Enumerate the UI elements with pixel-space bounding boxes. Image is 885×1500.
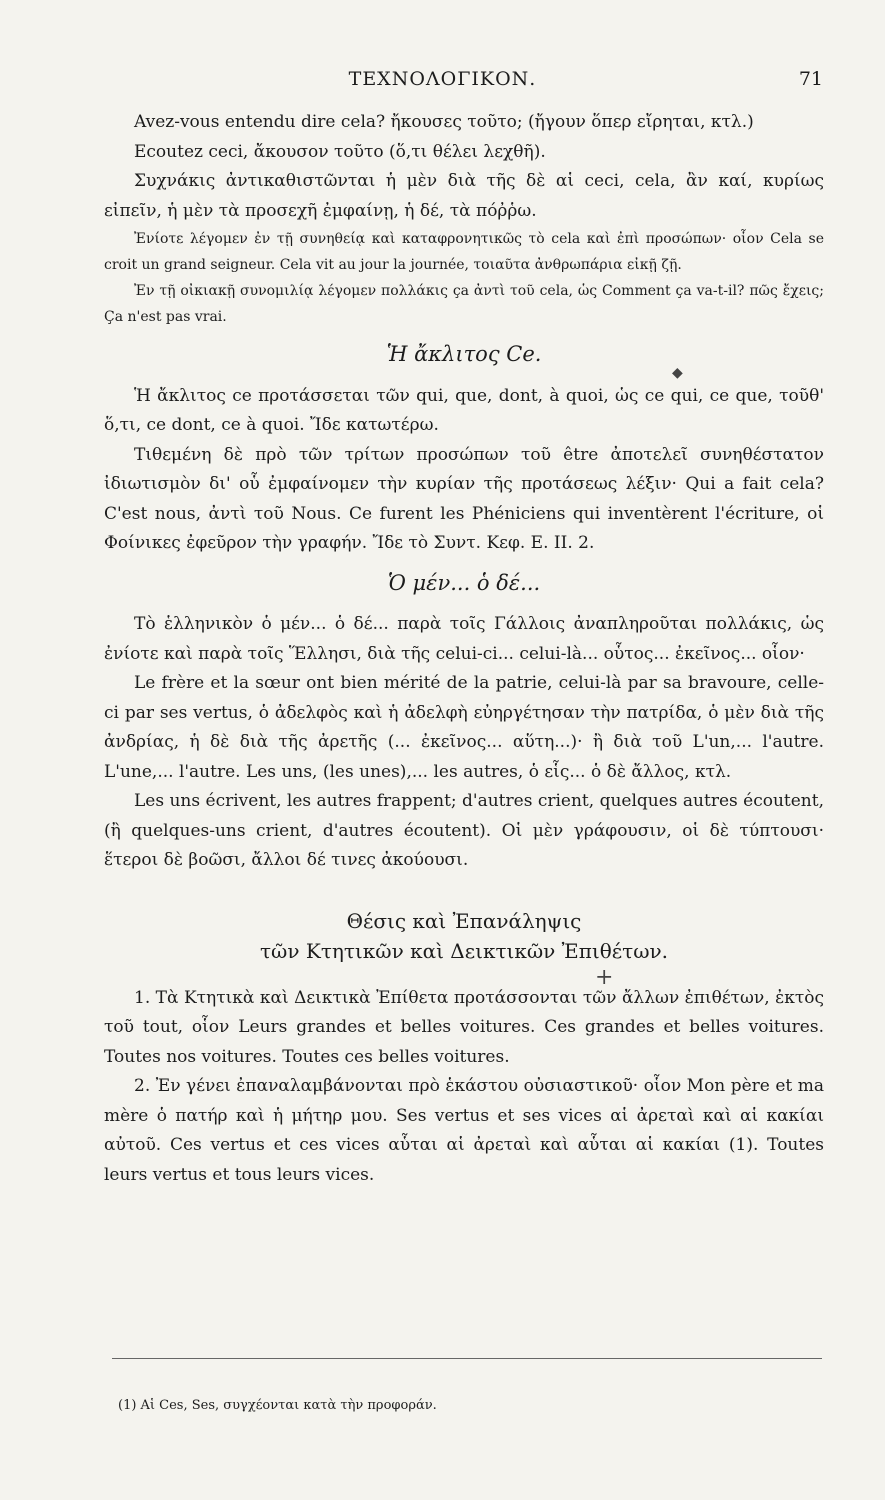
footnote: (1) Αἱ Ces, Ses, συγχέονται κατὰ τὴν προφοράν. — [118, 1398, 437, 1413]
paragraph: Les uns écrivent, les autres frappent; d'autres crient, quelques autres écoutent, (ἢ quelques-uns crient, d'autres écoutent). Οἱ μὲν γράφουσιν, οἱ δὲ τύπτουσι· ἕτεροι δὲ βοῶσι, ἄλλοι δέ τινες ἀκούουσι. — [104, 791, 824, 870]
paragraph: Συχνάκις ἀντικαθιστῶνται ἡ μὲν διὰ τῆς δὲ αἱ ceci, cela, ἂν καί, κυρίως εἰπεῖν, ἡ μὲν τὰ προσεχῆ ἐμφαίνῃ, ἡ δέ, τὰ πόῤῥω. — [104, 171, 824, 221]
page-number: 71 — [798, 68, 823, 90]
section-heading-line: Θέσις καὶ Ἐπανάληψις — [346, 908, 582, 933]
paragraph: Ἡ ἄκλιτος ce προτάσσεται τῶν qui, que, dont, à quoi, ὡς ce qui, ce que, τοῦθ' ὅ,τι, ce dont, ce à quoi. Ἴδε κατωτέρω. — [104, 385, 824, 435]
paragraph: Le frère et la sœur ont bien mérité de la patrie, celui-là par sa bravoure, celle-ci par ses vertus, ὁ ἀδελφὸς καὶ ἡ ἀδελφὴ εὐηργέτησαν τὴν πατρίδα, ὁ μὲν διὰ τῆς ἀνδρίας, ἡ δὲ διὰ τῆς ἀρετῆς (... ἐκεῖνος... αὕτη...)· ἢ διὰ τοῦ L'un,... l'autre. L'une,... l'autre. Les uns, (les unes),... les autres, ὁ εἷς... ὁ δὲ ἄλλος, κτλ. — [104, 673, 824, 782]
body-text — [104, 108, 824, 1190]
paragraph: Τὸ ἑλληνικὸν ὁ μέν... ὁ δέ... παρὰ τοῖς Γάλλοις ἀναπληροῦται πολλάκις, ὡς ἐνίοτε καὶ παρὰ τοῖς Ἕλλησι, διὰ τῆς celui-ci... celui-là... οὗτος... ἐκεῖνος... οἷον· — [104, 614, 824, 664]
paragraph: Avez-vous entendu dire cela? ἤκουσες τοῦτο; (ἤγουν ὅπερ εἴρηται, κτλ.) — [134, 112, 754, 132]
paragraph: Ecoutez ceci, ἄκουσον τοῦτο (ὅ,τι θέλει λεχθῆ). — [134, 141, 546, 162]
section-heading — [104, 906, 824, 966]
diamond-mark-icon: ◆ — [672, 365, 683, 381]
paragraph: 1. Τὰ Κτητικὰ καὶ Δεικτικὰ Ἐπίθετα προτάσσονται τῶν ἄλλων ἐπιθέτων, ἐκτὸς τοῦ tout, οἷον Leurs grandes et belles voitures. Ces grandes et belles voitures. Toutes nos voitures. Toutes ces belles voitures. — [104, 987, 824, 1067]
running-title: ΤΕΧΝΟΛΟΓΙΚΟΝ. — [348, 68, 537, 90]
section-heading: Ἡ ἄκλιτος Ce. — [386, 342, 542, 366]
paragraph: Τιθεμένη δὲ πρὸ τῶν τρίτων προσώπων τοῦ être ἀποτελεῖ συνηθέστατον ἰδιωτισμὸν δι' οὗ ἐμφαίνομεν τὴν κυρίαν τῆς προτάσεως λέξιν· Qui a fait cela? C'est nous, ἀντὶ τοῦ Nous. Ce furent les Phéniciens qui inventèrent l'écriture, οἱ Φοίνικες ἐφεῦρον τὴν γραφήν. Ἴδε τὸ Συντ. Κεφ. Ε. ΙΙ. 2. — [104, 444, 824, 553]
paragraph: Ἐν τῇ οἰκιακῇ συνομιλίᾳ λέγομεν πολλάκις ça ἀντὶ τοῦ cela, ὡς Comment ça va-t-il? πῶς ἔχεις; Ça n'est pas vrai. — [104, 283, 824, 325]
paragraph: 2. Ἐν γένει ἐπαναλαμβάνονται πρὸ ἑκάστου οὐσιαστικοῦ· οἷον Mon père et ma mère ὁ πατήρ καὶ ἡ μήτηρ μου. Ses vertus et ses vices αἱ ἀρεταὶ καὶ αἱ κακίαι αὐτοῦ. Ces vertus et ces vices αὗται αἱ ἀρεταὶ καὶ αὗται αἱ κακίαι (1). Toutes leurs vertus et tous leurs vices. — [104, 1076, 824, 1185]
section-heading: Ὁ μέν... ὁ δέ... — [387, 570, 541, 595]
footnote-rule — [112, 1358, 822, 1359]
cross-mark-icon: + — [595, 965, 614, 990]
section-heading-line: τῶν Κτητικῶν καὶ Δεικτικῶν Ἐπιθέτων. — [259, 938, 669, 963]
paragraph: Ἐνίοτε λέγομεν ἐν τῇ συνηθείᾳ καὶ καταφρονητικῶς τὸ cela καὶ ἐπὶ προσώπων· οἷον Cela se croit un grand seigneur. Cela vit au jour la journée, τοιαῦτα ἀνθρωπάρια εἰκῇ ζῇ. — [104, 231, 824, 273]
page-header — [0, 68, 885, 100]
